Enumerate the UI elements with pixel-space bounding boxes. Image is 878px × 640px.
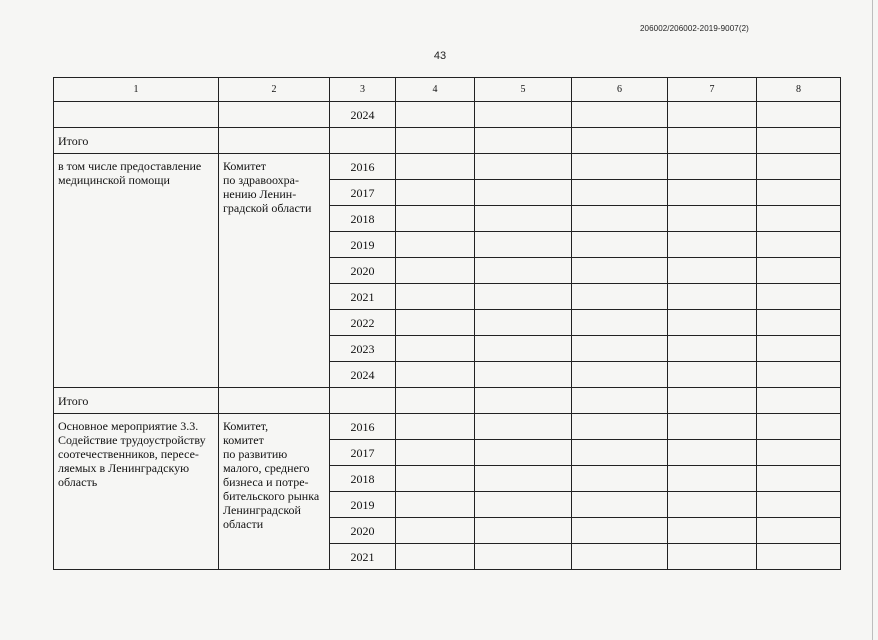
value-cell [757,154,841,180]
value-cell [757,518,841,544]
value-cell [475,388,572,414]
value-cell [396,258,475,284]
document-code: 206002/206002-2019-9007(2) [640,24,749,33]
value-cell [668,440,757,466]
value-cell [572,544,668,570]
value-cell [668,388,757,414]
value-cell [475,362,572,388]
year-cell [330,128,396,154]
value-cell [668,180,757,206]
itogo-row [54,128,841,154]
value-cell [668,518,757,544]
value-cell [572,466,668,492]
value-cell [668,492,757,518]
year-cell: 2018 [330,206,396,232]
year-cell: 2019 [330,492,396,518]
value-cell [572,388,668,414]
value-cell [668,466,757,492]
value-cell [572,180,668,206]
value-cell [396,284,475,310]
table-row [54,102,841,128]
value-cell [668,414,757,440]
column-header-8: 8 [757,78,841,102]
value-cell [396,206,475,232]
value-cell [475,258,572,284]
value-cell [475,466,572,492]
value-cell [572,232,668,258]
year-cell [330,388,396,414]
value-cell [396,102,475,128]
itogo-label: Итого [54,388,219,414]
column-header-2: 2 [219,78,330,102]
value-cell [757,440,841,466]
value-cell [668,258,757,284]
value-cell [475,336,572,362]
year-cell: 2016 [330,154,396,180]
value-cell [475,518,572,544]
value-cell [475,414,572,440]
year-cell: 2023 [330,336,396,362]
value-cell [668,154,757,180]
table-row [54,414,841,440]
year-cell: 2021 [330,544,396,570]
value-cell [572,102,668,128]
value-cell [668,284,757,310]
value-cell [757,284,841,310]
page-number: 43 [433,50,447,62]
column-header-row [54,78,841,102]
value-cell [475,232,572,258]
value-cell [396,492,475,518]
value-cell [757,310,841,336]
value-cell [757,492,841,518]
value-cell [572,284,668,310]
table-row [54,154,841,180]
year-cell: 2020 [330,258,396,284]
value-cell [668,310,757,336]
value-cell [757,466,841,492]
year-cell: 2018 [330,466,396,492]
column-header-3: 3 [330,78,396,102]
value-cell [757,258,841,284]
column-header-6: 6 [572,78,668,102]
value-cell [396,518,475,544]
value-cell [475,206,572,232]
value-cell [668,336,757,362]
value-cell [572,362,668,388]
value-cell [572,206,668,232]
value-cell [668,362,757,388]
value-cell [572,414,668,440]
label-cell [54,102,219,128]
value-cell [572,336,668,362]
column-header-5: 5 [475,78,572,102]
value-cell [475,440,572,466]
value-cell [396,388,475,414]
value-cell [757,102,841,128]
value-cell [668,102,757,128]
value-cell [572,154,668,180]
year-cell: 2016 [330,414,396,440]
value-cell [572,128,668,154]
value-cell [475,128,572,154]
value-cell [572,258,668,284]
value-cell [396,180,475,206]
value-cell [475,284,572,310]
value-cell [396,440,475,466]
value-cell [475,492,572,518]
year-cell: 2017 [330,440,396,466]
value-cell [396,466,475,492]
responsible-agency: Комитет, комитет по развитию малого, среднего бизнеса и потре- бительского рынка Ленинградской области [219,414,330,570]
year-cell: 2024 [330,102,396,128]
value-cell [757,206,841,232]
responsible-agency: Комитет по здравоохра- нению Ленин- градской области [219,154,330,388]
agency-cell [219,128,330,154]
value-cell [396,362,475,388]
value-cell [572,518,668,544]
year-cell: 2024 [330,362,396,388]
value-cell [475,154,572,180]
value-cell [396,154,475,180]
agency-cell [219,102,330,128]
value-cell [475,544,572,570]
column-header-4: 4 [396,78,475,102]
value-cell [572,310,668,336]
value-cell [396,232,475,258]
value-cell [475,180,572,206]
value-cell [757,180,841,206]
value-cell [757,414,841,440]
agency-cell [219,388,330,414]
year-cell: 2022 [330,310,396,336]
row-group-label: Основное мероприятие 3.3. Содействие трудоустройству соотечественников, пересе- ляемых в Ленинградскую область [54,414,219,570]
year-cell: 2017 [330,180,396,206]
column-header-7: 7 [668,78,757,102]
value-cell [668,544,757,570]
year-cell: 2019 [330,232,396,258]
value-cell [396,414,475,440]
value-cell [396,544,475,570]
itogo-label: Итого [54,128,219,154]
value-cell [572,440,668,466]
itogo-row [54,388,841,414]
column-header-1: 1 [54,78,219,102]
value-cell [475,102,572,128]
value-cell [572,492,668,518]
year-cell: 2021 [330,284,396,310]
value-cell [757,232,841,258]
value-cell [668,232,757,258]
value-cell [757,544,841,570]
value-cell [757,128,841,154]
value-cell [757,336,841,362]
value-cell [396,336,475,362]
data-table [53,77,841,570]
value-cell [757,388,841,414]
page-edge [872,0,873,640]
value-cell [668,206,757,232]
value-cell [668,128,757,154]
value-cell [396,310,475,336]
value-cell [757,362,841,388]
value-cell [475,310,572,336]
row-group-label: в том числе предоставление медицинской помощи [54,154,219,388]
year-cell: 2020 [330,518,396,544]
value-cell [396,128,475,154]
